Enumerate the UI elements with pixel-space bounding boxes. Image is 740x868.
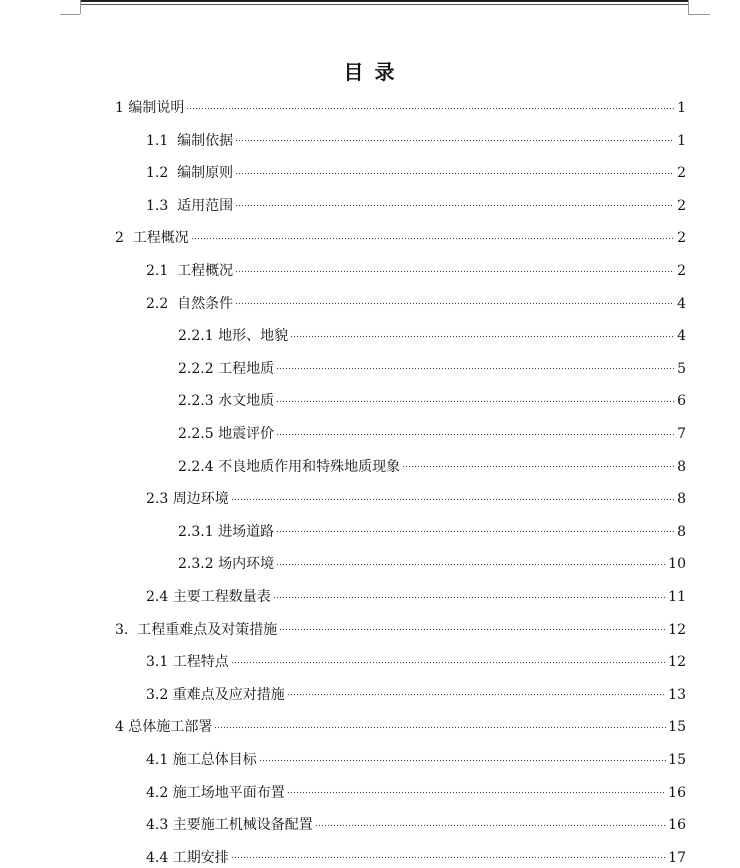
toc-entry[interactable]: [146, 194, 686, 214]
toc-dot-leader: [191, 233, 674, 243]
toc-entry-label: 4 总体施工部署: [115, 719, 213, 736]
toc-entry[interactable]: [146, 846, 686, 866]
toc-page-number: 12: [668, 654, 686, 671]
toc-dot-leader: [315, 820, 666, 830]
toc-dot-leader: [231, 657, 666, 667]
toc-page-number: 8: [677, 458, 686, 475]
toc-entry-label: 1.3 适用范围: [146, 197, 234, 214]
toc-page-number: 11: [668, 589, 686, 605]
toc-page-number: 2: [677, 165, 686, 182]
toc-dot-leader: [259, 755, 666, 765]
toc-entry-label: 2.3.2 场内环境: [178, 556, 275, 573]
toc-page-number: 15: [668, 719, 686, 736]
toc-dot-leader: [276, 527, 674, 537]
toc-dot-leader: [276, 559, 666, 569]
toc-dot-leader: [231, 494, 674, 504]
toc-entry[interactable]: [146, 683, 686, 703]
toc-entry[interactable]: [178, 455, 686, 475]
toc-page-number: 16: [668, 817, 686, 834]
toc-title: 目 录: [343, 60, 397, 84]
toc-entry-label: 4.2 施工场地平面布置: [146, 784, 285, 801]
toc-page-number: 1: [677, 100, 686, 116]
toc-dot-leader: [231, 853, 666, 863]
toc-entry[interactable]: [146, 748, 686, 768]
toc-entry[interactable]: [146, 487, 686, 507]
toc-entry-label: 1.1 编制依据: [146, 132, 234, 149]
toc-dot-leader: [235, 299, 674, 309]
toc-dot-leader: [276, 364, 674, 374]
toc-entry[interactable]: [178, 357, 686, 377]
toc-entry-label: 2.3.1 进场道路: [178, 523, 275, 540]
toc-dot-leader: [235, 168, 674, 178]
toc-entry-label: 2.2.3 水文地质: [178, 393, 275, 410]
toc-page-number: 5: [677, 360, 686, 377]
toc-entry-label: 3.2 重难点及应对措施: [146, 686, 285, 703]
toc-dot-leader: [273, 592, 666, 602]
toc-entry[interactable]: [146, 650, 686, 670]
toc-entry-label: 2.2.4 不良地质作用和特殊地质现象: [178, 458, 401, 475]
toc-entry[interactable]: [146, 813, 686, 833]
toc-entry-label: 4.3 主要施工机械设备配置: [146, 817, 313, 834]
toc-entry-label: 2.1 工程概况: [146, 263, 234, 279]
toc-entry[interactable]: [146, 585, 686, 605]
toc-entry-label: 1 编制说明: [115, 100, 185, 116]
toc-entry-label: 4.1 施工总体目标: [146, 752, 257, 768]
toc-entry[interactable]: [178, 520, 686, 540]
toc-page-number: 10: [668, 556, 686, 573]
toc-entry-label: 2.2 自然条件: [146, 295, 234, 312]
toc-page-number: 8: [677, 491, 686, 508]
toc-page-number: 16: [668, 784, 686, 801]
toc-page-number: 4: [677, 328, 686, 345]
toc-page-number: 13: [668, 686, 686, 703]
toc-dot-leader: [235, 201, 674, 211]
toc-page-number: 7: [677, 426, 686, 442]
toc-entry[interactable]: [115, 226, 686, 246]
toc-entry[interactable]: [115, 96, 686, 116]
toc-page-number: 17: [668, 849, 686, 866]
toc-entry-label: 3.1 工程特点: [146, 654, 229, 671]
toc-dot-leader: [287, 788, 666, 798]
toc-dot-leader: [214, 722, 666, 732]
toc-entry[interactable]: [146, 161, 686, 181]
toc-entry-label: 3. 工程重难点及对策措施: [115, 621, 278, 638]
toc-dot-leader: [402, 462, 674, 472]
toc-page-number: 12: [668, 621, 686, 638]
toc-dot-leader: [287, 690, 666, 700]
toc-page-number: 1: [677, 132, 686, 149]
toc-page-number: 6: [677, 393, 686, 410]
toc-dot-leader: [235, 266, 674, 276]
toc-page-number: 2: [677, 197, 686, 214]
toc-entry-label: 2.2.2 工程地质: [178, 360, 275, 377]
toc-dot-leader: [279, 625, 666, 635]
toc-page-number: 4: [677, 295, 686, 312]
toc-entry-label: 4.4 工期安排: [146, 849, 229, 866]
toc-dot-leader: [186, 103, 674, 113]
toc-entry-label: 1.2 编制原则: [146, 165, 234, 182]
toc-entry[interactable]: [115, 715, 686, 735]
toc-entry[interactable]: [146, 129, 686, 149]
toc-dot-leader: [235, 136, 674, 146]
toc-entry[interactable]: [146, 781, 686, 801]
toc-page-number: 2: [677, 230, 686, 247]
toc-entry-label: 2.3 周边环境: [146, 491, 229, 508]
toc-entry[interactable]: [146, 259, 686, 279]
toc-entry-label: 2.2.5 地震评价: [178, 426, 275, 442]
toc-page-number: 8: [677, 523, 686, 540]
toc-entry[interactable]: [146, 292, 686, 312]
toc-page-number: 2: [677, 263, 686, 279]
toc-dot-leader: [276, 429, 674, 439]
toc-entry-label: 2.4 主要工程数量表: [146, 589, 271, 605]
toc-entry-label: 2 工程概况: [115, 230, 189, 247]
toc-dot-leader: [276, 396, 674, 406]
toc-entry-label: 2.2.1 地形、地貌: [178, 328, 289, 345]
toc-dot-leader: [290, 331, 674, 341]
toc-page-number: 15: [668, 752, 686, 768]
toc-entry[interactable]: [178, 552, 686, 572]
toc-entry[interactable]: [178, 324, 686, 344]
toc-entry[interactable]: [115, 618, 686, 638]
toc-entry[interactable]: [178, 422, 686, 442]
toc-entry[interactable]: [178, 389, 686, 409]
